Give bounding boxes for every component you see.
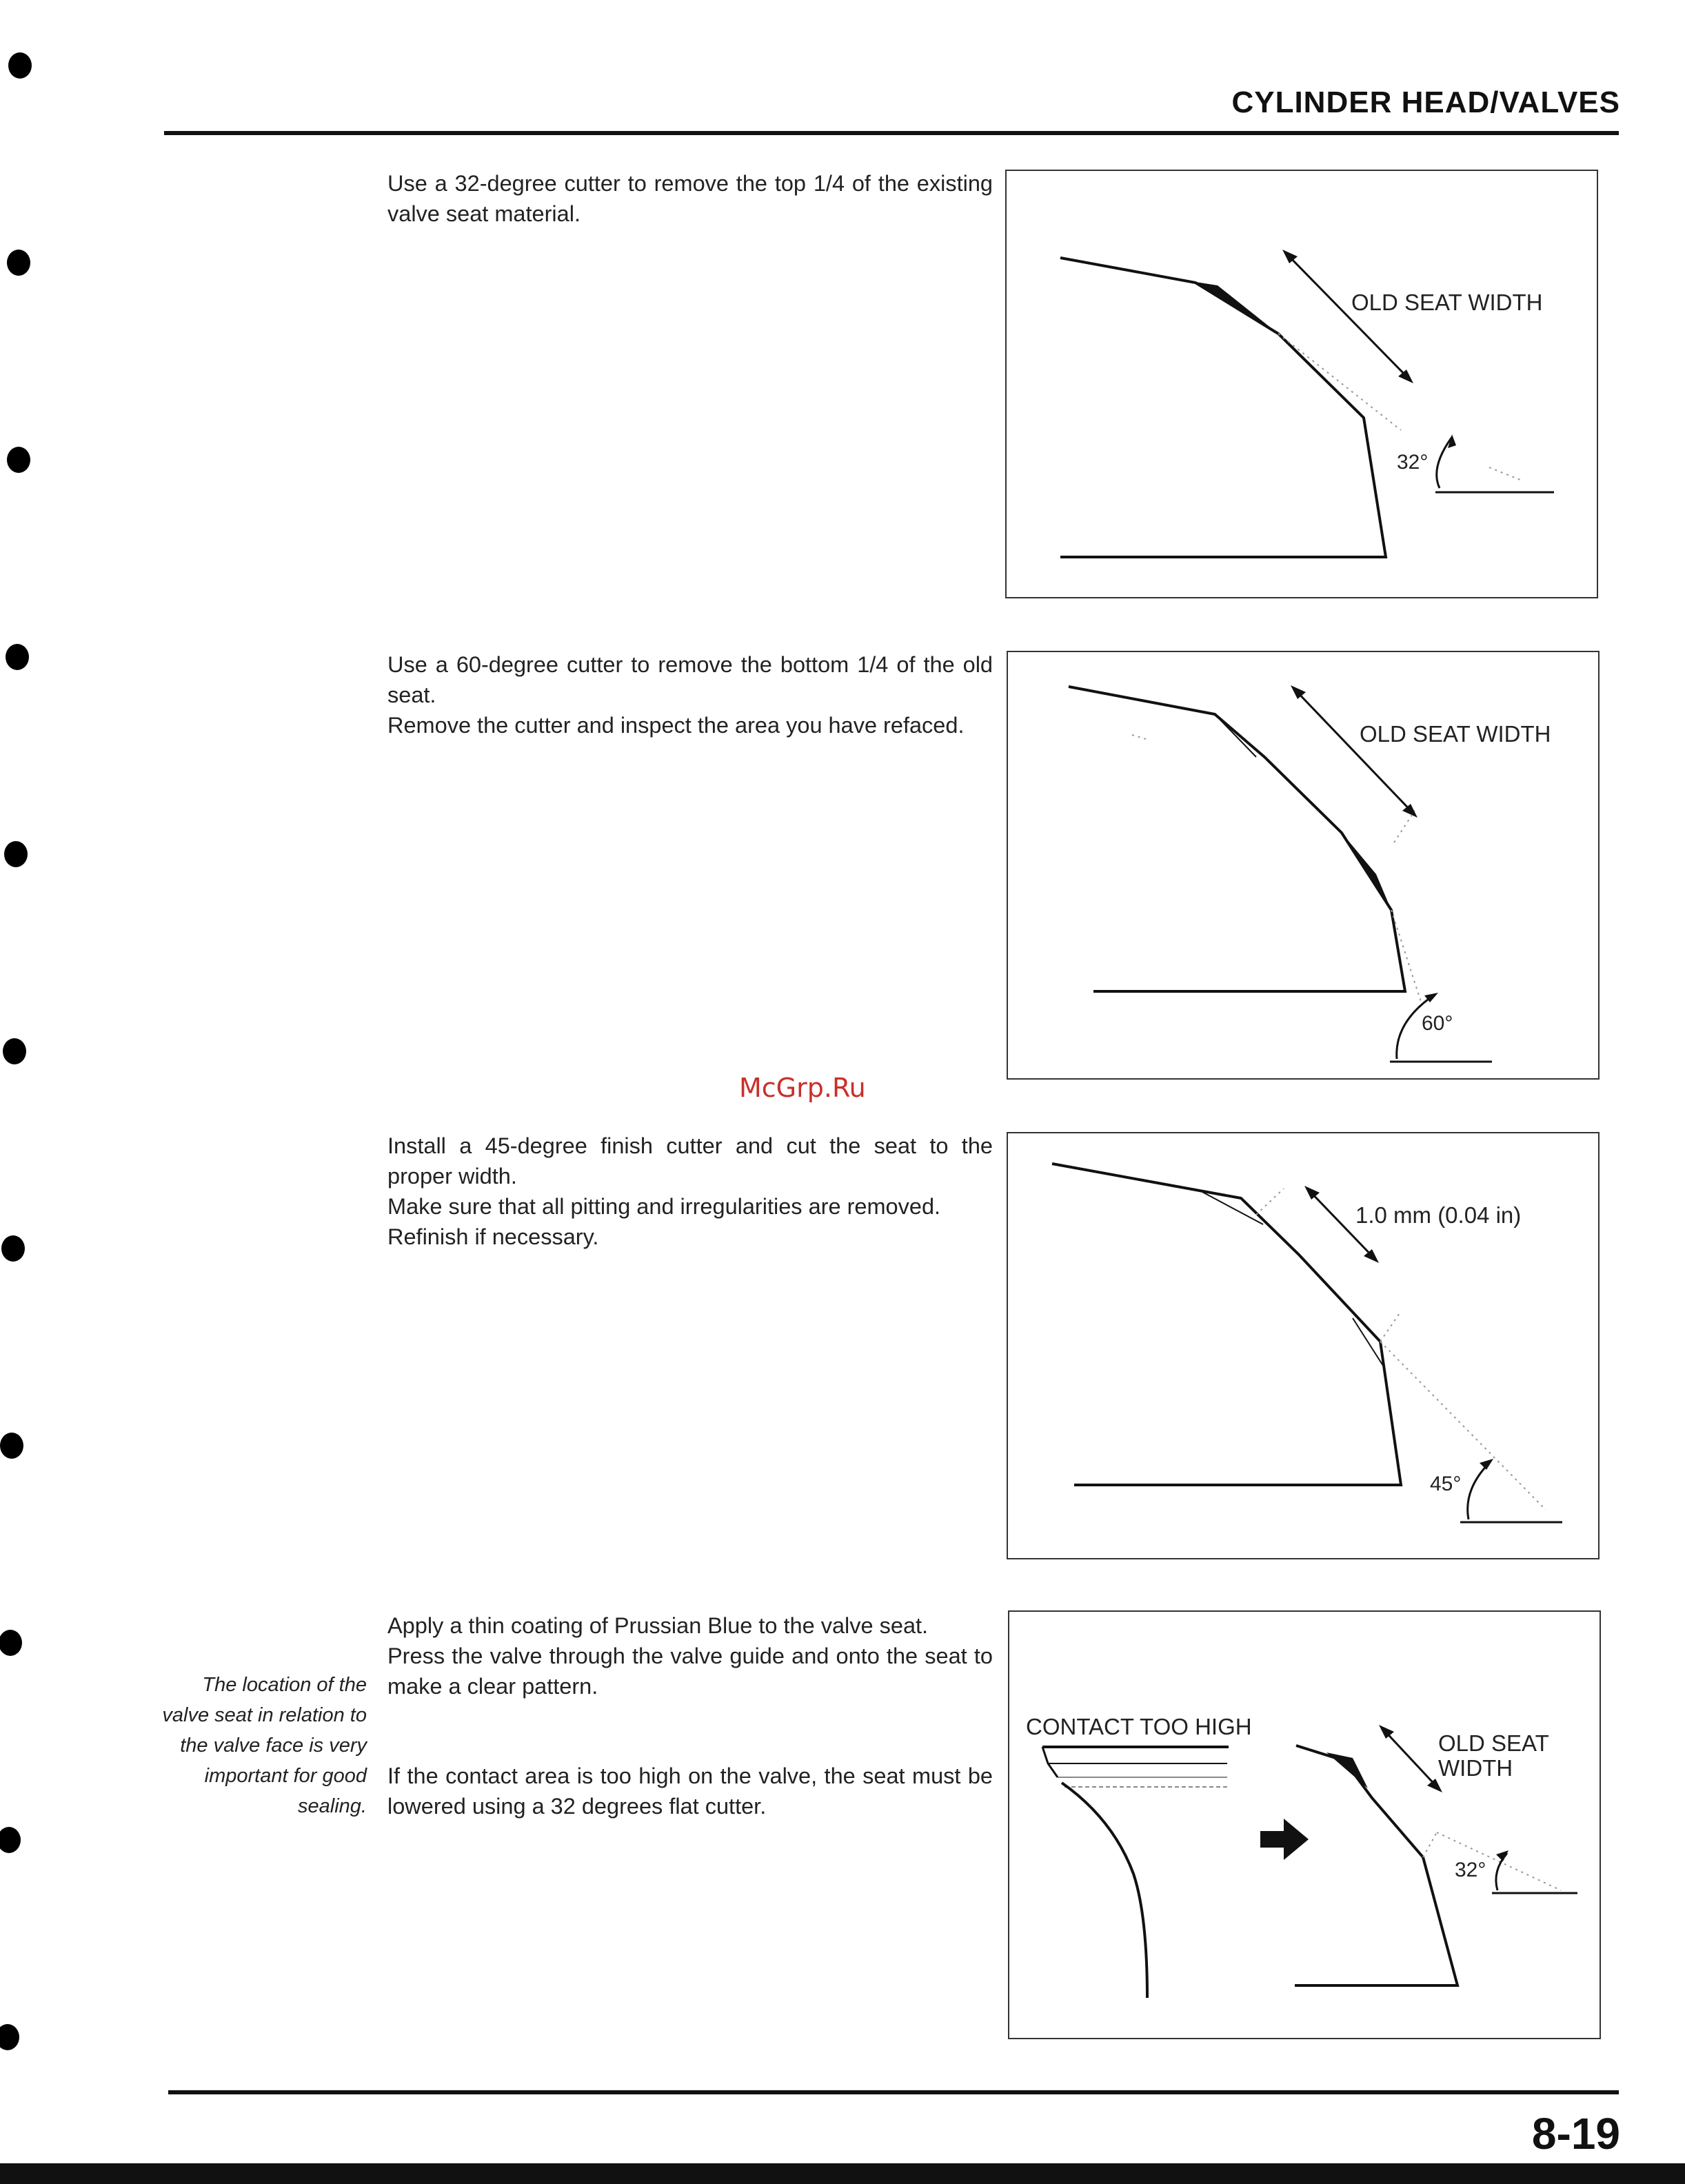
guide-line	[1380, 1342, 1546, 1510]
right-arrow-icon	[1260, 1819, 1309, 1860]
binding-hole	[0, 1827, 21, 1853]
step-1-paragraph: Use a 32-degree cutter to remove the top 1/4 of the existing valve seat material.	[387, 171, 993, 226]
refaced-line	[1215, 714, 1256, 757]
old-seat-width-label: WIDTH	[1438, 1755, 1513, 1781]
page-number: 8-19	[1531, 2109, 1620, 2158]
figure-45-degree-svg	[1008, 1133, 1598, 1558]
seat-width-arrow	[1285, 252, 1411, 381]
old-seat-width-label: OLD SEAT	[1438, 1730, 1549, 1756]
binding-hole	[8, 52, 32, 79]
guide-line	[1256, 1189, 1284, 1215]
binding-hole	[1, 1235, 25, 1262]
old-seat-width-label: OLD SEAT WIDTH	[1351, 290, 1543, 315]
arrow-head	[1304, 1186, 1320, 1200]
scan-edge-band	[0, 2163, 1685, 2184]
valve-seat-profile	[1052, 1164, 1401, 1485]
figure-contact-svg	[1009, 1612, 1600, 2038]
arrow-head	[1496, 1850, 1509, 1861]
figure-32-degree-cut	[1005, 170, 1598, 598]
angle-guide	[1489, 467, 1524, 481]
step-4-text-continued	[387, 1761, 993, 1821]
guide-line	[1394, 811, 1415, 842]
guide-line	[1380, 1311, 1401, 1342]
valve-head-profile	[1042, 1747, 1058, 1777]
guide-line	[1423, 1832, 1437, 1857]
step-4-paragraph: Apply a thin coating of Prussian Blue to the valve seat.	[387, 1613, 929, 1638]
step-4-paragraph: Press the valve through the valve guide and onto the seat to make a clear pattern.	[387, 1644, 993, 1699]
binding-hole	[0, 1433, 23, 1459]
arrow-head	[1379, 1725, 1394, 1739]
step-3-text	[387, 1131, 993, 1252]
figure-60-degree-svg	[1008, 652, 1598, 1078]
step-1-text	[387, 168, 993, 229]
arrow-head	[1402, 804, 1417, 818]
valve-seat-profile	[1069, 687, 1405, 991]
figure-contact-too-high	[1008, 1610, 1601, 2039]
arrow-head	[1291, 685, 1306, 699]
binding-hole	[3, 1038, 26, 1064]
footer-rule	[168, 2090, 1619, 2094]
valve-seat-profile	[1060, 258, 1386, 557]
figure-32-degree-svg	[1007, 171, 1597, 597]
step-4-text	[387, 1610, 993, 1701]
angle-label: 32°	[1455, 1859, 1486, 1881]
seat-width-arrow	[1382, 1728, 1440, 1790]
angle-label: 32°	[1397, 451, 1429, 474]
binding-hole	[7, 250, 30, 276]
seat-width-spec-label: 1.0 mm (0.04 in)	[1355, 1202, 1522, 1228]
angle-label: 60°	[1422, 1012, 1453, 1035]
guide-line	[1391, 910, 1422, 1004]
old-seat-width-label: OLD SEAT WIDTH	[1360, 721, 1551, 747]
step-3-paragraph: Make sure that all pitting and irregularities are removed.	[387, 1194, 941, 1219]
binding-hole	[0, 1630, 22, 1656]
arrow-head	[1364, 1249, 1379, 1263]
binding-hole	[6, 644, 29, 670]
arrow-head	[1480, 1459, 1493, 1470]
figure-60-degree-cut	[1007, 651, 1600, 1080]
step-3-paragraph: Refinish if necessary.	[387, 1224, 599, 1249]
contact-too-high-label: CONTACT TOO HIGH	[1026, 1714, 1252, 1739]
angle-arc	[1468, 1462, 1491, 1519]
step-3-paragraph: Install a 45-degree finish cutter and cut the seat to the proper width.	[387, 1133, 993, 1189]
angle-label: 45°	[1430, 1473, 1462, 1495]
binding-hole	[7, 447, 30, 473]
seat-width-arrow	[1293, 688, 1415, 815]
side-note: The location of the valve seat in relation to the valve face is very important for good sealing.	[162, 1674, 367, 1817]
watermark: McGrp.Ru	[739, 1073, 866, 1103]
step-4-paragraph: If the contact area is too high on the valve, the seat must be lowered using a 32 degrees flat cutter.	[387, 1763, 993, 1819]
guide-line	[1278, 334, 1401, 430]
valve-stem-curve	[1062, 1783, 1147, 1998]
guide-line	[1132, 735, 1146, 739]
figure-45-degree-finish	[1007, 1132, 1600, 1559]
step-2-paragraph: Remove the cutter and inspect the area you have refaced.	[387, 713, 965, 738]
step-2-paragraph: Use a 60-degree cutter to remove the bottom 1/4 of the old seat.	[387, 652, 993, 707]
step-2-text	[387, 649, 993, 740]
page-title: CYLINDER HEAD/VALVES	[1231, 85, 1620, 119]
binding-hole	[4, 841, 28, 867]
header-rule	[164, 131, 1619, 135]
binding-hole	[0, 2024, 19, 2050]
